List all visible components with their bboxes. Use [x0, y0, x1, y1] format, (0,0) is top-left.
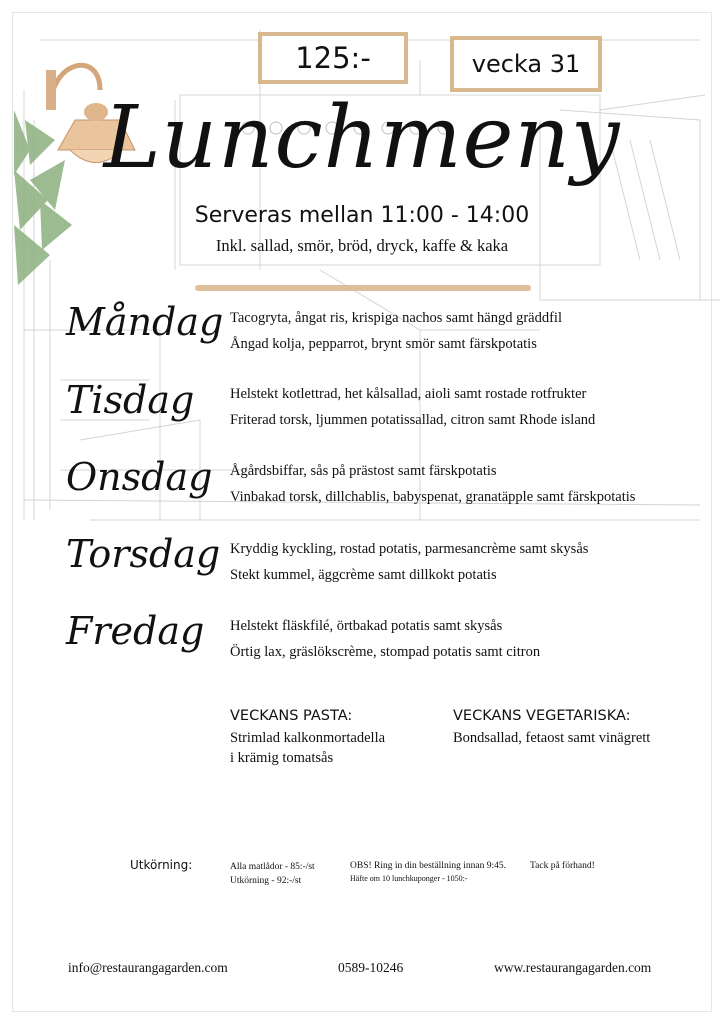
included-items: Inkl. sallad, smör, bröd, dryck, kaffe & kaka [215, 236, 509, 255]
pasta-line-1: Strimlad kalkonmortadella [230, 730, 386, 746]
coupon-offer: Häfte om 10 lunchkuponger - 1050:- [350, 874, 468, 883]
dish-friday-1: Helstekt fläskfilé, örtbakad potatis samt skysås [230, 618, 503, 634]
footer-website[interactable]: www.restaurangagarden.com [494, 960, 652, 975]
day-name-tuesday: Tisdag [66, 378, 195, 422]
vegetarian-text: Bondsallad, fetaost samt vinägrett [453, 730, 651, 746]
dish-monday-1: Tacogryta, ångat ris, krispiga nachos samt hängd gräddfil [230, 310, 562, 326]
thanks-note: Tack på förhand! [530, 861, 595, 871]
price-badge: 125:- [258, 32, 408, 84]
pasta-line-2: i krämig tomatsås [230, 750, 334, 766]
dish-wednesday-2: Vinbakad torsk, dillchablis, babyspenat, granatäpple samt färskpotatis [230, 489, 636, 505]
dish-friday-2: Örtig lax, gräslökscrème, stompad potatis samt citron [230, 644, 541, 660]
decorative-shelf-bar [195, 285, 531, 291]
dish-wednesday-1: Ågårdsbiffar, sås på prästost samt färskpotatis [230, 463, 497, 479]
delivery-label: Utkörning: [130, 858, 193, 872]
day-name-monday: Måndag [66, 300, 224, 344]
dish-tuesday-2: Friterad torsk, ljummen potatissallad, citron samt Rhode island [230, 412, 596, 428]
footer-email[interactable]: info@restaurangagarden.com [68, 960, 228, 975]
day-name-thursday: Torsdag [66, 532, 221, 576]
day-name-friday: Fredag [66, 609, 205, 653]
page-title: Lunchmeny [103, 88, 621, 188]
delivery-fee: Utkörning - 92:-/st [230, 876, 302, 886]
vegetarian-heading: VECKANS VEGETARISKA: [453, 708, 631, 724]
pasta-heading: VECKANS PASTA: [230, 708, 353, 724]
order-notice: OBS! Ring in din beställning innan 9:45. [350, 861, 506, 871]
dish-monday-2: Ångad kolja, pepparrot, brynt smör samt färskpotatis [230, 336, 537, 352]
serving-hours: Serveras mellan 11:00 - 14:00 [194, 203, 530, 228]
dish-thursday-1: Kryddig kyckling, rostad potatis, parmesancrème samt skysås [230, 541, 589, 557]
week-badge: vecka 31 [450, 36, 602, 92]
dish-tuesday-1: Helstekt kotlettrad, het kålsallad, aioli samt rostade rotfrukter [230, 386, 587, 402]
day-name-wednesday: Onsdag [66, 455, 213, 499]
footer-phone[interactable]: 0589-10246 [338, 960, 404, 975]
dish-thursday-2: Stekt kummel, äggcrème samt dillkokt potatis [230, 567, 497, 583]
delivery-lunchbox-price: Alla matlådor - 85:-/st [230, 862, 315, 872]
